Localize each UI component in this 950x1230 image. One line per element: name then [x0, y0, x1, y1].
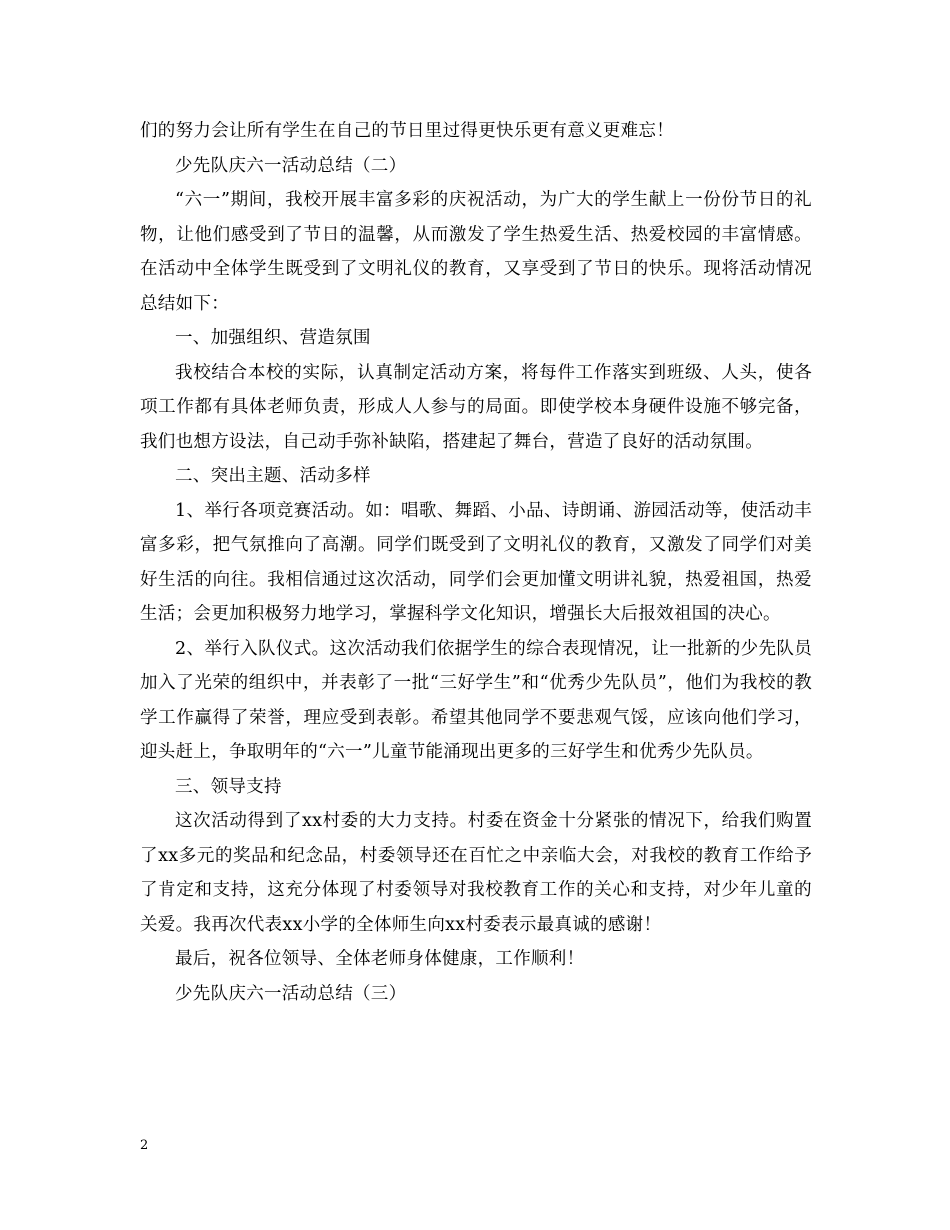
paragraph-closing: 最后，祝各位领导、全体老师身体健康，工作顺利！ — [175, 949, 585, 969]
paragraph-organization: 我校结合本校的实际，认真制定活动方案，将每件工作落实到班级、人头，使各项工作都有具体老师负责，形成人人参与的局面。即使学校本身硬件设施不够完备，我们也想方设法，自己动手弥补缺陷，搭建起了舞台，营造了良好的活动氛围。 — [140, 362, 812, 452]
subheading-theme: 二、突出主题、活动多样 — [175, 466, 371, 486]
paragraph-induction: 2、举行入队仪式。这次活动我们依据学生的综合表现情况，让一批新的少先队员加入了光荣的组织中，并表彰了一批“三好学生”和“优秀少先队员”，他们为我校的教学工作赢得了荣誉，理应受到表彰。希望其他同学不要悲观气馁，应该向他们学习，迎头赶上，争取明年的“六一”儿童节能涌现出更多的三好学生和优秀少先队员。 — [140, 638, 812, 762]
subheading-organization: 一、加强组织、营造氛围 — [175, 328, 371, 348]
paragraph-intro: “六一”期间，我校开展丰富多彩的庆祝活动，为广大的学生献上一份份节日的礼物，让他们感受到了节日的温馨，从而激发了学生热爱生活、热爱校园的丰富情感。在活动中全体学生既受到了文明礼仪的教育，又享受到了节日的快乐。现将活动情况总结如下： — [140, 190, 812, 314]
page-number: 2 — [140, 1138, 149, 1153]
document-body — [140, 114, 812, 1011]
paragraph-support: 这次活动得到了xx村委的大力支持。村委在资金十分紧张的情况下，给我们购置了xx多元的奖品和纪念品，村委领导还在百忙之中亲临大会，对我校的教育工作给予了肯定和支持，这充分体现了村委领导对我校教育工作的关心和支持，对少年儿童的关爱。我再次代表xx小学的全体师生向xx村委表示最真诚的感谢！ — [140, 811, 812, 935]
paragraph-competitions: 1、举行各项竞赛活动。如：唱歌、舞蹈、小品、诗朗诵、游园活动等，使活动丰富多彩，把气氛推向了高潮。同学们既受到了文明礼仪的教育，又激发了同学们对美好生活的向往。我相信通过这次活动，同学们会更加懂文明讲礼貌，热爱祖国，热爱生活；会更加积极努力地学习，掌握科学文化知识，增强长大后报效祖国的决心。 — [140, 500, 812, 624]
subheading-support: 三、领导支持 — [175, 776, 282, 797]
section-heading-two: 少先队庆六一活动总结（二） — [175, 155, 407, 176]
section-heading-three: 少先队庆六一活动总结（三） — [175, 983, 407, 1004]
paragraph-continuation: 们的努力会让所有学生在自己的节日里过得更快乐更有意义更难忘！ — [140, 121, 674, 141]
